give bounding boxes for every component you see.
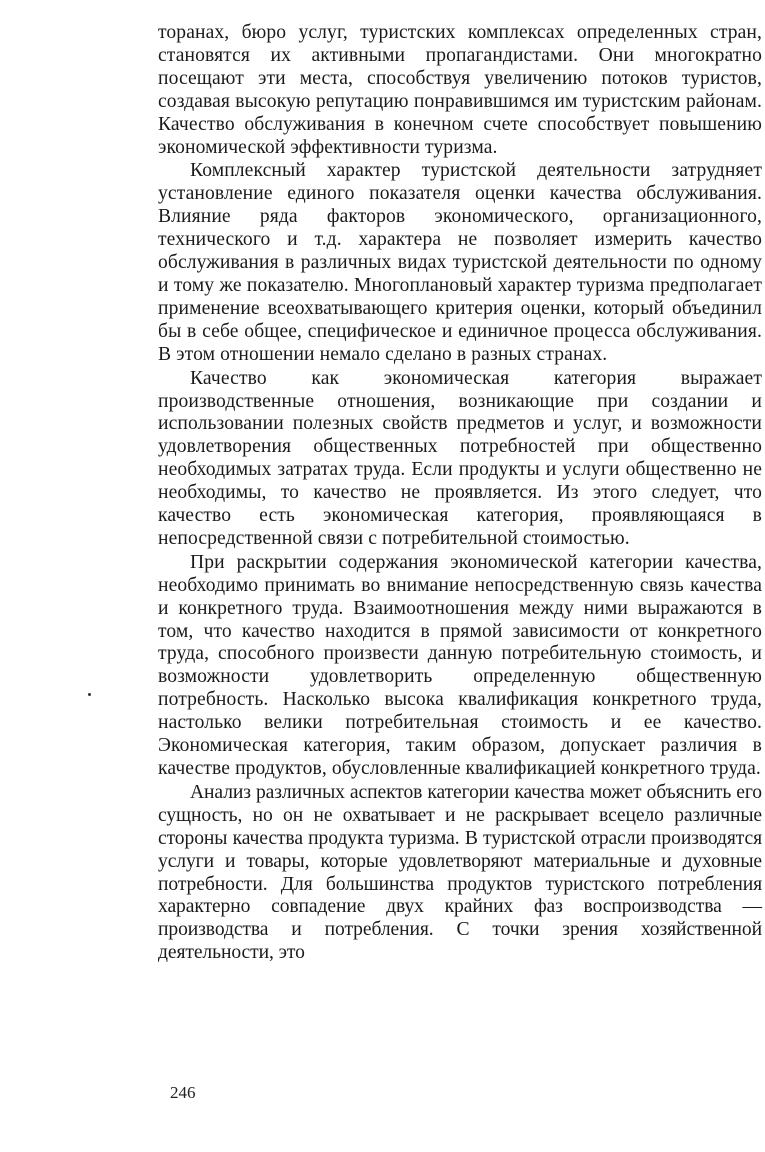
paragraph-5: Анализ различных аспектов категории качества может объяснить его сущность, но он не охватывает и не раскрывает всецело различные стороны качества продукта туризма. В туристской отрасли производятся услуги и товары, которые удовлетворяют материальные и духовные потребности. Для большинства продуктов туристского потребления характерно совпадение двух крайних фаз воспроизводства — производства и потребления. С точки зрения хозяйственной деятельности, это — [158, 781, 762, 964]
page-body — [158, 22, 762, 965]
scan-speck — [88, 693, 91, 696]
paragraph-4: При раскрытии содержания экономической категории качества, необходимо принимать во внимание непосредственную связь качества и конкретного труда. Взаимоотношения между ними выражаются в том, что качество находится в прямой зависимости от конкретного труда, способного произвести данную потребительную стоимость, и возможности удовлетворить определенную общественную потребность. Насколько высока квалификация конкретного труда, настолько велики потребительная стоимость и ее качество. Экономическая категория, таким образом, допускает различия в качестве продуктов, обусловленные квалификацией конкретного труда. — [158, 551, 762, 779]
page-number: 246 — [170, 1083, 196, 1102]
paragraph-1: торанах, бюро услуг, туристских комплексах определенных стран, становятся их активными пропагандистами. Они многократно посещают эти места, способствуя увеличению потоков туристов, создавая высокую репутацию понравившимся им туристским районам. Качество обслуживания в конечном счете способствует повышению экономической эффективности туризма. — [158, 22, 762, 158]
paragraph-2: Комплексный характер туристской деятельности затрудняет установление единого показателя оценки качества обслуживания. Влияние ряда факторов экономического, организационного, технического и т.д. характера не позволяет измерить качество обслуживания в различных видах туристской деятельности по одному и тому же показателю. Многоплановый характер туризма предполагает применение всеохватывающего критерия оценки, который объединил бы в себе общее, специфическое и единичное процесса обслуживания. В этом отношении немало сделано в разных странах. — [158, 160, 762, 365]
paragraph-3: Качество как экономическая категория выражает производственные отношения, возникающие при создании и использовании полезных свойств предметов и услуг, и возможности удовлетворения общественных потребностей при общественно необходимых затратах труда. Если продукты и услуги общественно не необходимы, то качество не проявляется. Из этого следует, что качество есть экономическая категория, проявляющаяся в непосредственной связи с потребительной стоимостью. — [158, 367, 762, 549]
